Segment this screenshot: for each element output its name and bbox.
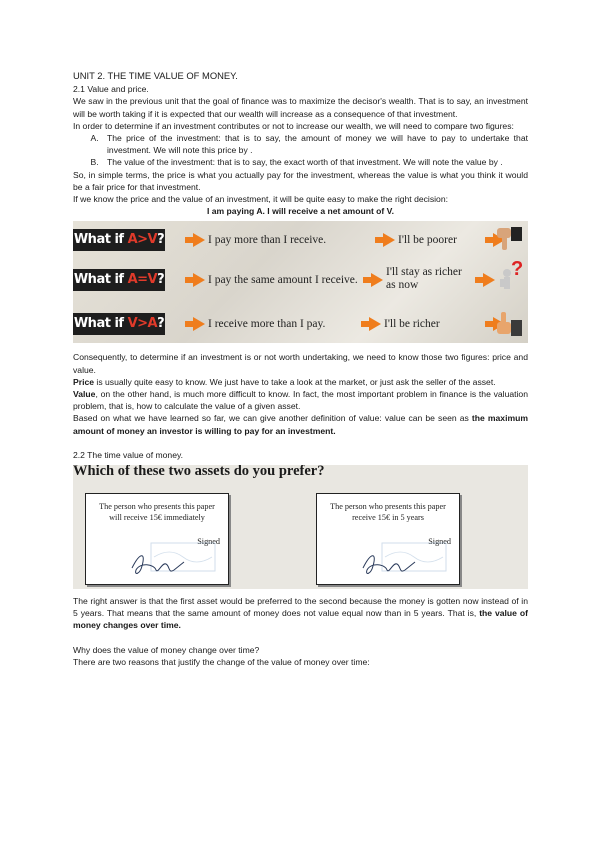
svg-text:?: ?	[511, 259, 524, 281]
what-if-label: What if A>V?	[73, 229, 165, 251]
arrow-right-icon	[369, 317, 381, 331]
paragraph-decision: If we know the price and the value of an investment, it will be quite easy to make the right decision:	[73, 194, 448, 205]
signed-label: Signed	[197, 537, 220, 547]
paragraph-compare: In order to determine if an investment contributes or not to increase our wealth, we will need to compare two figures:	[73, 120, 514, 131]
figures-list	[73, 132, 528, 169]
what-if-row	[73, 309, 528, 339]
arrow-right-icon	[193, 317, 205, 331]
paragraph-price: Price is usually quite easy to know. We just have to take a look at the market, or just ask the seller of the asset.	[73, 376, 496, 387]
bold-statement: I am paying A. I will receive a net amount of V.	[206, 206, 395, 217]
arrow-right-icon	[371, 273, 383, 287]
signature-icon	[357, 546, 427, 580]
row-description: I receive more than I pay.	[208, 318, 326, 331]
asset-card-five-years	[316, 493, 460, 585]
paragraph-simple-terms: So, in simple terms, the price is what you actually pay for the investment, whereas the value is what you think it would be a fair price for that investment.	[73, 169, 528, 192]
row-result: I'll stay as richer as now	[386, 266, 462, 292]
unit-title: UNIT 2. THE TIME VALUE OF MONEY.	[73, 70, 238, 81]
what-if-label: What if A=V?	[73, 269, 165, 291]
paragraph-two-reasons: There are two reasons that justify the change of the value of money over time:	[73, 656, 370, 667]
row-result: I'll be poorer	[398, 234, 457, 247]
what-if-banner	[73, 221, 528, 343]
row-description: I pay the same amount I receive.	[208, 274, 358, 287]
card-text: The person who presents this paper will receive 15€ immediately	[99, 502, 215, 522]
list-item-price: A. The price of the investment: that is to say, the amount of money we will have to pay to undertake that investment. We will note this price by .	[101, 132, 528, 156]
thumbs-down-icon	[494, 226, 524, 254]
signature-icon	[126, 546, 196, 580]
asset-comparison-image	[73, 465, 528, 589]
arrow-right-icon	[383, 233, 395, 247]
signed-label: Signed	[428, 537, 451, 547]
arrow-right-icon	[193, 233, 205, 247]
paragraph-consequently: Consequently, to determine if an investment is or not worth undertaking, we need to know those two figures: price and value.	[73, 352, 528, 375]
paragraph-definition: Based on what we have learned so far, we can give another definition of value: value can be seen as the maximum amount of money an investor is willing to pay for an investment.	[73, 413, 528, 436]
question-why: Why does the value of money change over time?	[73, 644, 260, 655]
section-2-1-title: 2.1 Value and price.	[73, 84, 149, 95]
question-mark-icon	[494, 259, 524, 297]
row-result: I'll be richer	[384, 318, 440, 331]
row-description: I pay more than I receive.	[208, 234, 327, 247]
paragraph-goal: We saw in the previous unit that the goal of finance was to maximize the decisor's wealth. That is to say, an investment will be worth taking if it is expected that our wealth will increase as a consequence of that investment.	[73, 96, 528, 119]
card-text: The person who presents this paper receive 15€ in 5 years	[330, 502, 446, 522]
what-if-label: What if V>A?	[73, 313, 165, 335]
paragraph-right-answer: The right answer is that the first asset would be preferred to the second because the money is gotten now instead of in 5 years. That means that the same amount of money does not value equal now than in 5 years. That is, the value of money changes over time.	[73, 596, 528, 631]
asset-card-immediate	[85, 493, 229, 585]
arrow-right-icon	[193, 273, 205, 287]
thumbs-up-icon	[494, 310, 524, 338]
comparison-question: Which of these two assets do you prefer?	[73, 465, 325, 480]
section-2-2-title: 2.2 The time value of money.	[73, 449, 184, 460]
what-if-row	[73, 225, 528, 255]
what-if-row	[73, 259, 528, 295]
list-item-value: B. The value of the investment: that is to say, the exact worth of that investment. We will note the value by .	[101, 156, 528, 168]
document-page	[73, 70, 528, 668]
paragraph-value: Value, on the other hand, is much more difficult to know. In fact, the most important problem in finance is the valuation problem, that is, how to calculate the value of a given asset.	[73, 389, 528, 412]
